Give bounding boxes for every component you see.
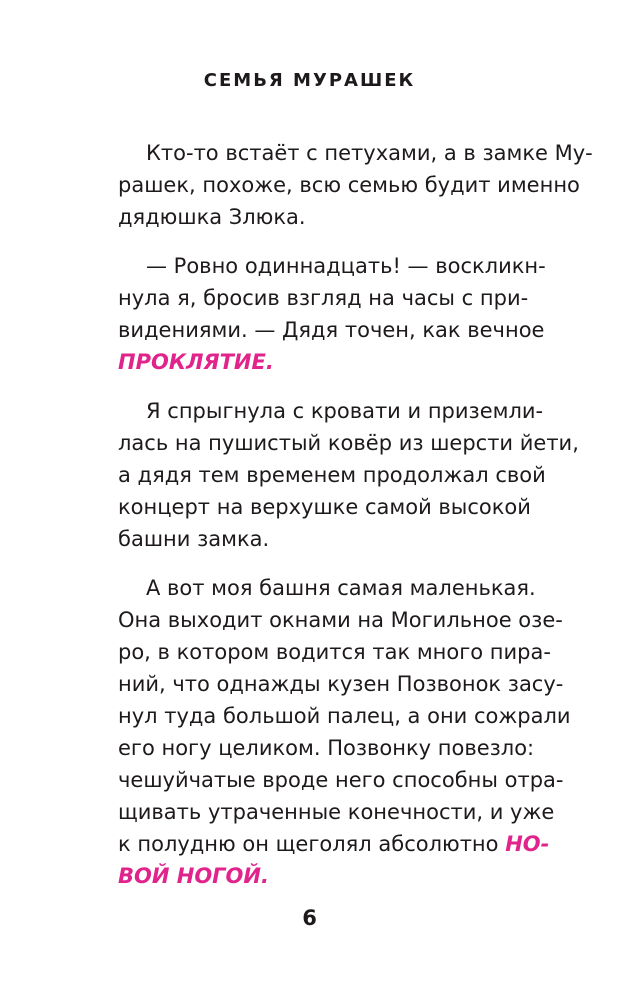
line-text: Кто-то встаёт с петухами, а в замке Му- — [146, 141, 593, 165]
text-line — [118, 764, 564, 796]
text-line — [118, 491, 531, 523]
text-line — [118, 169, 580, 201]
line-text: щивать утраченные конечности, и уже — [118, 800, 555, 824]
line-text: а дядя тем временем продолжал свой — [118, 463, 546, 487]
line-text: рашек, похоже, всю семью будит именно — [118, 173, 580, 197]
accent-word: ВОЙ НОГОЙ. — [118, 864, 269, 888]
text-line — [118, 459, 546, 491]
line-text: А вот моя башня самая маленькая. — [146, 576, 536, 600]
line-text: ний, что однажды кузен Позвонок засу- — [118, 672, 564, 696]
line-text: дядюшка Злюка. — [118, 205, 306, 229]
text-line — [118, 282, 528, 314]
text-line — [118, 700, 571, 732]
line-text: Я спрыгнула с кровати и приземли- — [146, 399, 544, 423]
text-line — [118, 828, 550, 860]
text-line — [118, 604, 563, 636]
text-line — [118, 796, 555, 828]
text-line — [118, 523, 528, 555]
line-text: видениями. — Дядя точен, как вечное — [118, 318, 545, 342]
line-text: — Ровно одиннадцать! — воскликн- — [146, 254, 546, 278]
text-line — [146, 572, 536, 604]
text-line — [118, 201, 528, 233]
accent-word: ПРОКЛЯТИЕ. — [118, 350, 274, 374]
text-line — [118, 732, 535, 764]
text-line — [118, 636, 551, 668]
line-text: нула я, бросив взгляд на часы с при- — [118, 286, 529, 310]
line-text: его ногу целиком. Позвонку повезло: — [118, 736, 535, 760]
text-line — [118, 668, 564, 700]
line-text: нул туда большой палец, а они сожрали — [118, 704, 571, 728]
running-header: СЕМЬЯ МУРАШЕК — [203, 70, 416, 91]
line-text: чешуйчатые вроде него способны отра- — [118, 768, 564, 792]
text-line — [118, 427, 579, 459]
text-line — [118, 860, 528, 892]
text-line — [146, 395, 544, 427]
line-text: лась на пушистый ковёр из шерсти йети, — [118, 431, 579, 455]
page-number: 6 — [302, 906, 317, 930]
line-text: концерт на верхушке самой высокой — [118, 495, 531, 519]
line-text: Она выходит окнами на Могильное озе- — [118, 608, 563, 632]
text-line — [118, 314, 545, 346]
line-text: башни замка. — [118, 527, 270, 551]
text-line — [118, 346, 528, 378]
text-line — [146, 250, 546, 282]
accent-word: НО- — [505, 832, 550, 856]
line-text: ро, в котором водится так много пира- — [118, 640, 551, 664]
line-text: к полудню он щеголял абсолютно — [118, 832, 506, 856]
text-line — [146, 137, 593, 169]
